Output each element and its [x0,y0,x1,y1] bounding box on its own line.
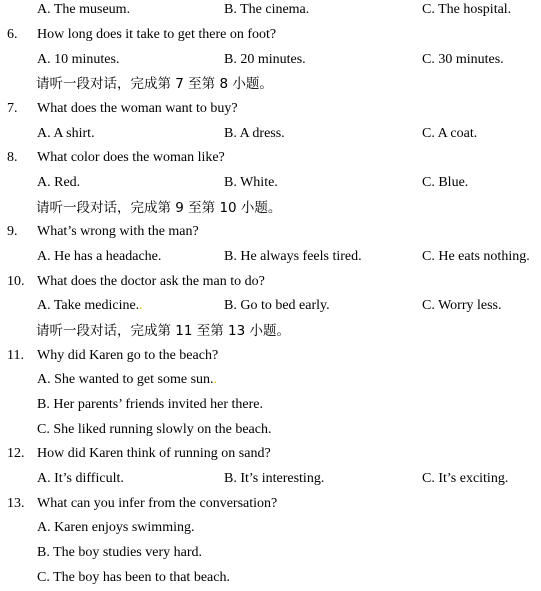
section-instruction: 请听一段对话，完成第 11 至第 13 小题。 [36,323,291,339]
question-number: 11. [7,348,24,363]
stray-mark: . [139,298,143,313]
question-number: 7. [7,101,18,116]
option-a: A. He has a headache. [37,249,162,264]
option-b: B. The cinema. [224,2,310,17]
question-number: 13. [7,496,25,511]
question-number: 10. [7,274,25,289]
question-number: 12. [7,446,25,461]
question-text: What can you infer from the conversation? [37,496,278,511]
option-c: C. Worry less. [422,298,502,313]
option-c: C. Blue. [422,175,469,190]
option-b: B. White. [224,175,278,190]
option-b: B. 20 minutes. [224,52,306,67]
section-instruction: 请听一段对话，完成第 9 至第 10 小题。 [36,200,282,216]
option-b: B. A dress. [224,126,285,141]
option-c: C. The boy has been to that beach. [37,570,230,585]
question-text: Why did Karen go to the beach? [37,348,219,363]
option-a: A. Karen enjoys swimming. [37,520,195,535]
option-a-text: A. She wanted to get some sun. [37,372,214,387]
option-a: A. It’s difficult. [37,471,124,486]
question-number: 6. [7,27,18,42]
question-text: What color does the woman like? [37,150,225,165]
option-b: B. He always feels tired. [224,249,362,264]
question-text: What’s wrong with the man? [37,224,199,239]
question-number: 8. [7,150,18,165]
option-b: B. Her parents’ friends invited her there. [37,397,263,412]
option-b: B. Go to bed early. [224,298,330,313]
option-a [37,370,217,390]
question-text: How did Karen think of running on sand? [37,446,271,461]
option-a-text: A. Take medicine. [37,298,140,313]
question-text: How long does it take to get there on foot? [37,27,277,42]
option-c: C. He eats nothing. [422,249,530,264]
option-a: A. A shirt. [37,126,95,141]
option-c: C. A coat. [422,126,478,141]
section-instruction: 请听一段对话，完成第 7 至第 8 小题。 [36,76,273,92]
option-a [37,296,143,316]
option-a: A. The museum. [37,2,131,17]
stray-mark: . [213,372,218,387]
question-text: What does the doctor ask the man to do? [37,274,265,289]
option-a: A. Red. [37,175,81,190]
option-b: B. It’s interesting. [224,471,325,486]
option-c: C. The hospital. [422,2,512,17]
question-text: What does the woman want to buy? [37,101,238,116]
option-a: A. 10 minutes. [37,52,120,67]
option-c: C. It’s exciting. [422,471,509,486]
option-c: C. 30 minutes. [422,52,504,67]
question-number: 9. [7,224,18,239]
option-b: B. The boy studies very hard. [37,545,202,560]
option-c: C. She liked running slowly on the beach. [37,422,272,437]
